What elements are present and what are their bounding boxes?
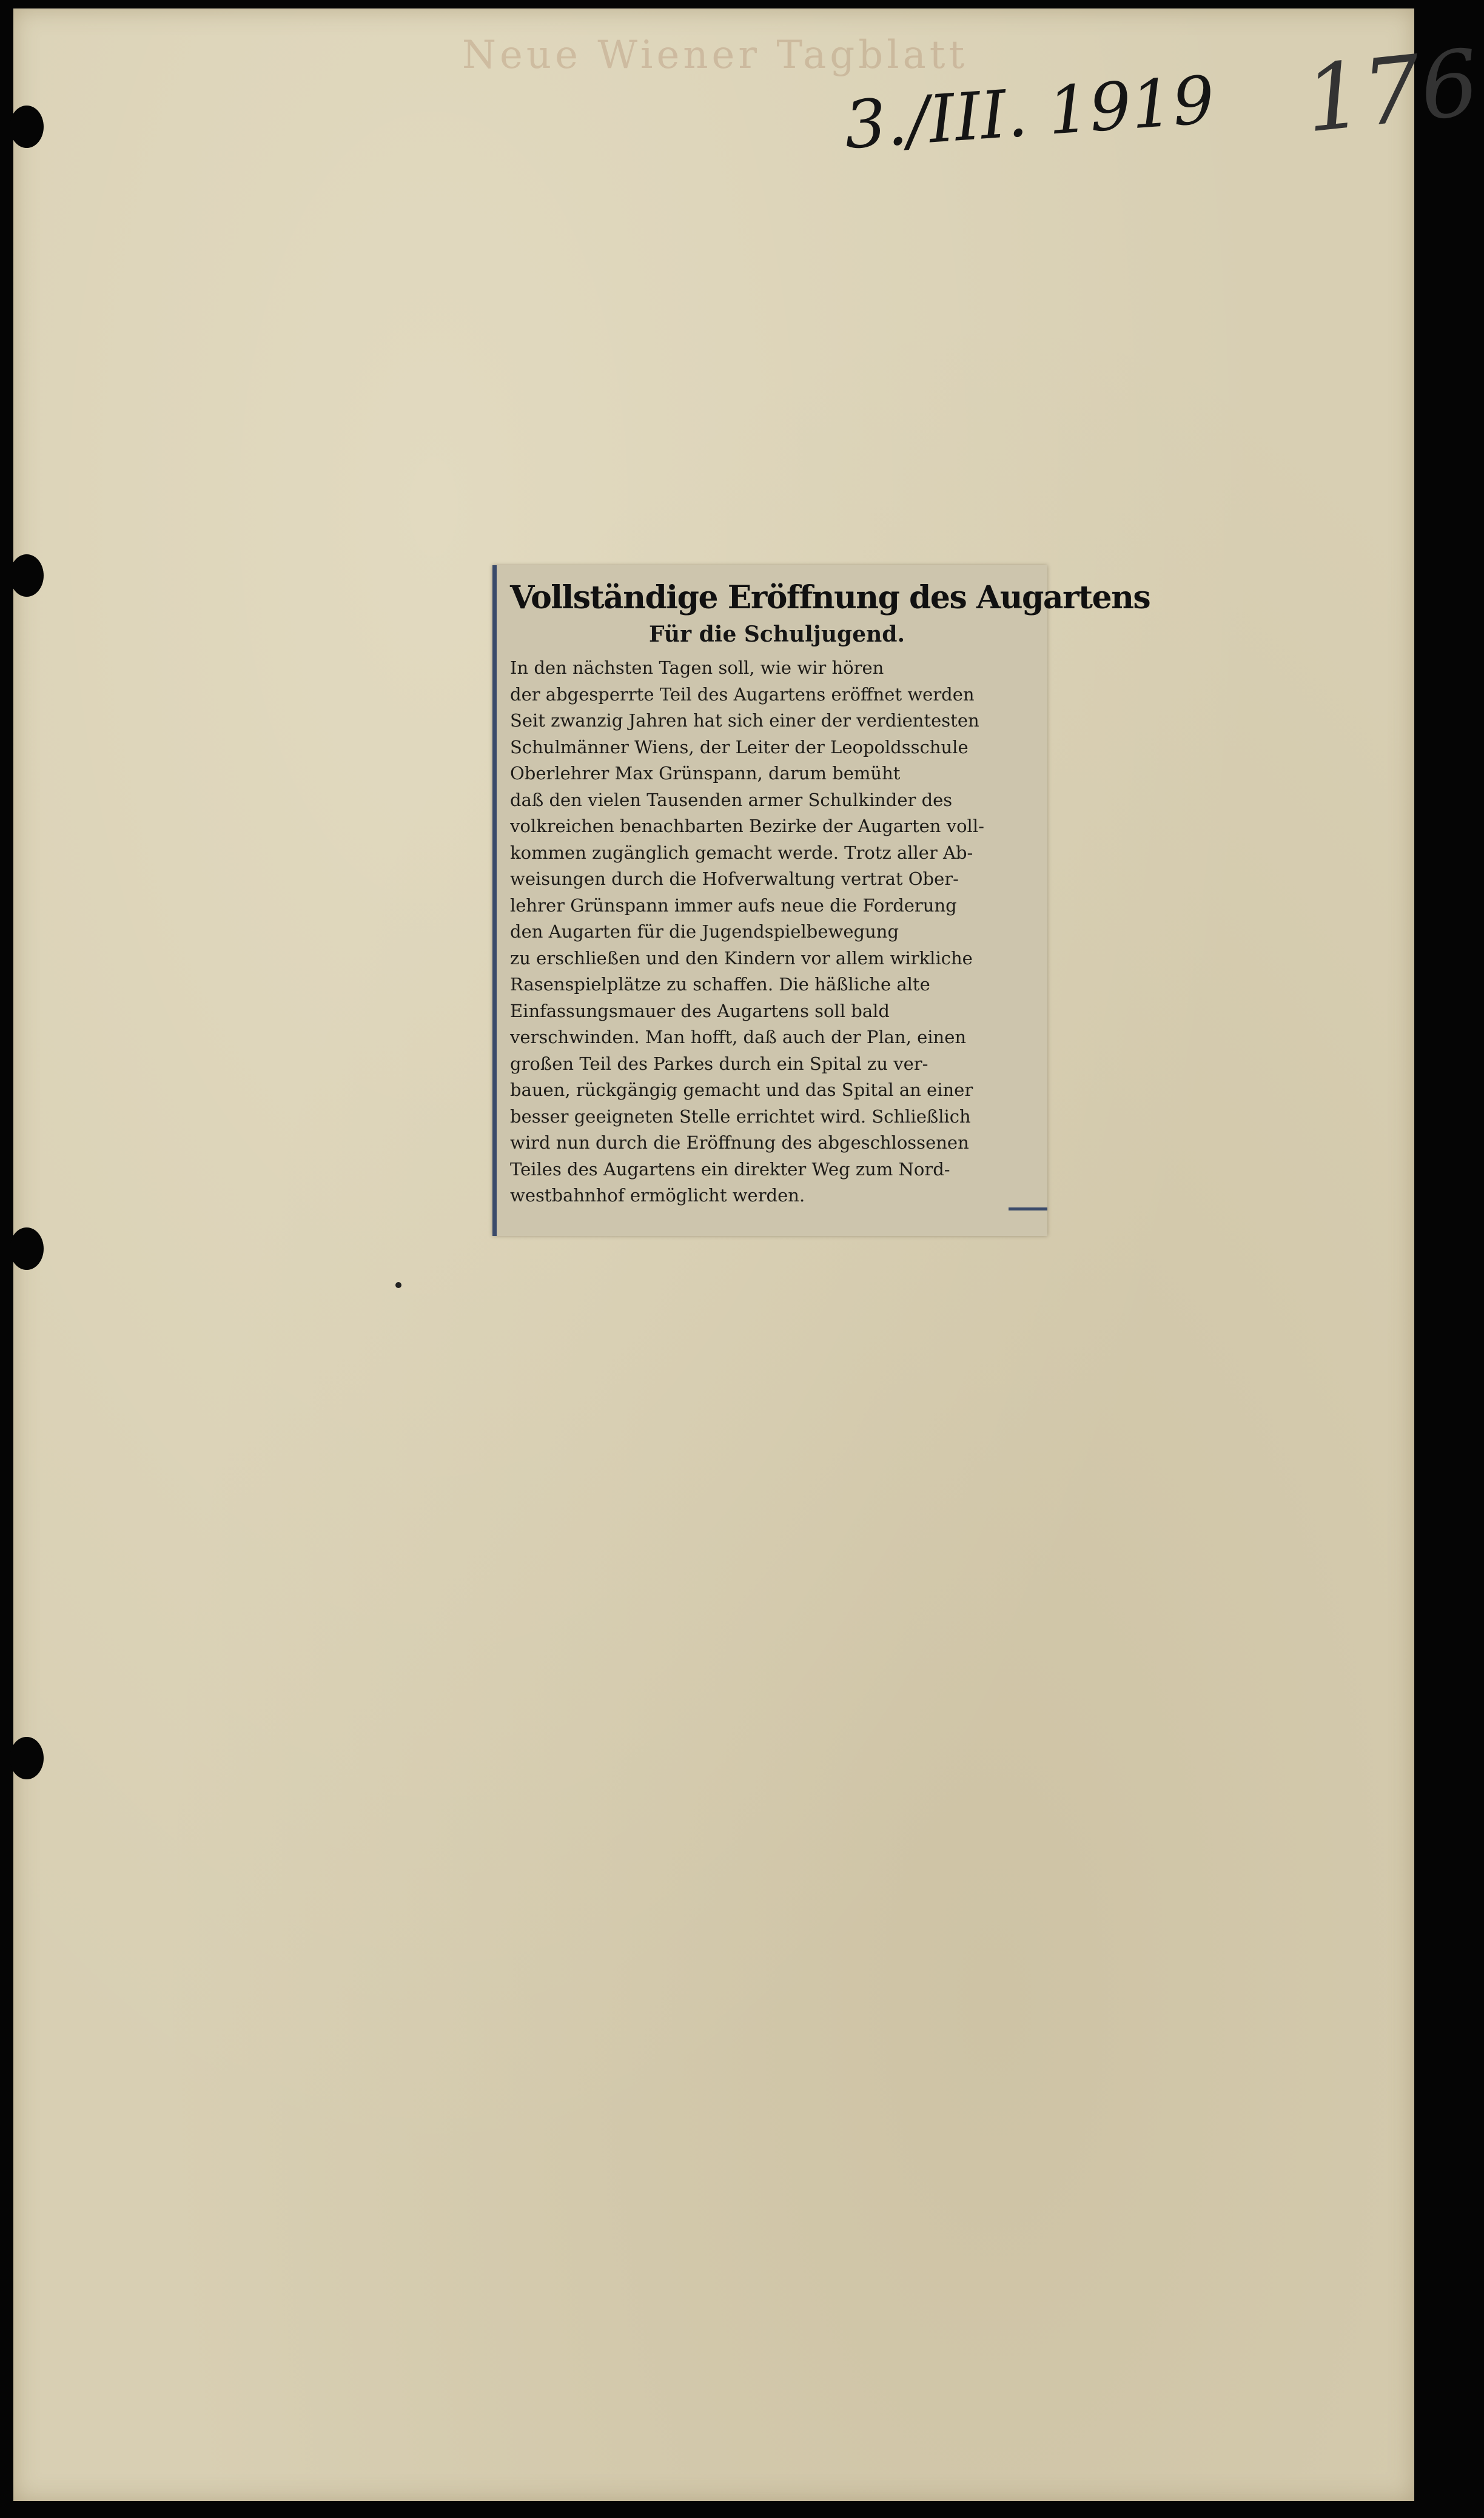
article-line: kommen zugänglich gemacht werde. Trotz aller Ab- bbox=[510, 842, 973, 863]
article-line: daß den vielen Tausenden armer Schulkinder des bbox=[510, 789, 953, 810]
handwritten-page-number: 176 bbox=[1300, 30, 1484, 153]
punch-hole bbox=[10, 1737, 44, 1779]
ink-dot bbox=[395, 1282, 401, 1288]
article-line: den Augarten für die Jugendspielbewegung bbox=[510, 921, 899, 942]
article-line: bauen, rückgängig gemacht und das Spital an einer bbox=[510, 1079, 973, 1100]
article-line: Oberlehrer Max Grünspann, darum bemüht bbox=[510, 763, 901, 784]
article-line: lehrer Grünspann immer aufs neue die Forderung bbox=[510, 895, 957, 916]
article-line: Schulmänner Wiens, der Leiter der Leopoldsschule bbox=[510, 736, 969, 757]
archive-sheet bbox=[13, 8, 1484, 2501]
article-line: volkreichen benachbarten Bezirke der Augarten voll- bbox=[510, 816, 984, 836]
article-subheadline: Für die Schuljugend. bbox=[649, 622, 905, 647]
article-line: westbahnhof ermöglicht werden. bbox=[510, 1185, 805, 1206]
article-line: der abgesperrte Teil des Augartens eröffnet werden bbox=[510, 683, 975, 705]
newspaper-clipping bbox=[492, 565, 1150, 1236]
article-headline: Vollständige Eröffnung des Augartens bbox=[510, 579, 1150, 616]
article-line: zu erschließen und den Kindern vor allem wirkliche bbox=[510, 947, 973, 969]
article-line: In den nächsten Tagen soll, wie wir hören bbox=[510, 657, 884, 678]
article-line: verschwinden. Man hofft, daß auch der Plan, einen bbox=[510, 1027, 967, 1047]
article-end-rule bbox=[1009, 1207, 1047, 1210]
article-line: Seit zwanzig Jahren hat sich einer der verdientesten bbox=[510, 710, 979, 731]
article-line: wird nun durch die Eröffnung des abgeschlossenen bbox=[510, 1132, 969, 1153]
punch-hole bbox=[10, 1227, 44, 1270]
faint-newspaper-stamp: Neue Wiener Tagblatt bbox=[462, 33, 969, 78]
article-line: Rasenspielplätze zu schaffen. Die häßliche alte bbox=[510, 974, 930, 995]
article-line: besser geeigneten Stelle errichtet wird. Schließlich bbox=[510, 1106, 971, 1127]
punch-hole bbox=[10, 554, 44, 597]
article-line: Teiles des Augartens ein direkter Weg zum Nord- bbox=[510, 1158, 950, 1180]
article-line: großen Teil des Parkes durch ein Spital zu ver- bbox=[510, 1053, 928, 1074]
article-body bbox=[510, 655, 1044, 1209]
handwritten-date: 3./III. 1919 bbox=[842, 62, 1217, 164]
punch-hole bbox=[10, 106, 44, 148]
article-line: Einfassungsmauer des Augartens soll bald bbox=[510, 1000, 890, 1021]
article-line: weisungen durch die Hofverwaltung vertrat Ober- bbox=[510, 868, 959, 889]
